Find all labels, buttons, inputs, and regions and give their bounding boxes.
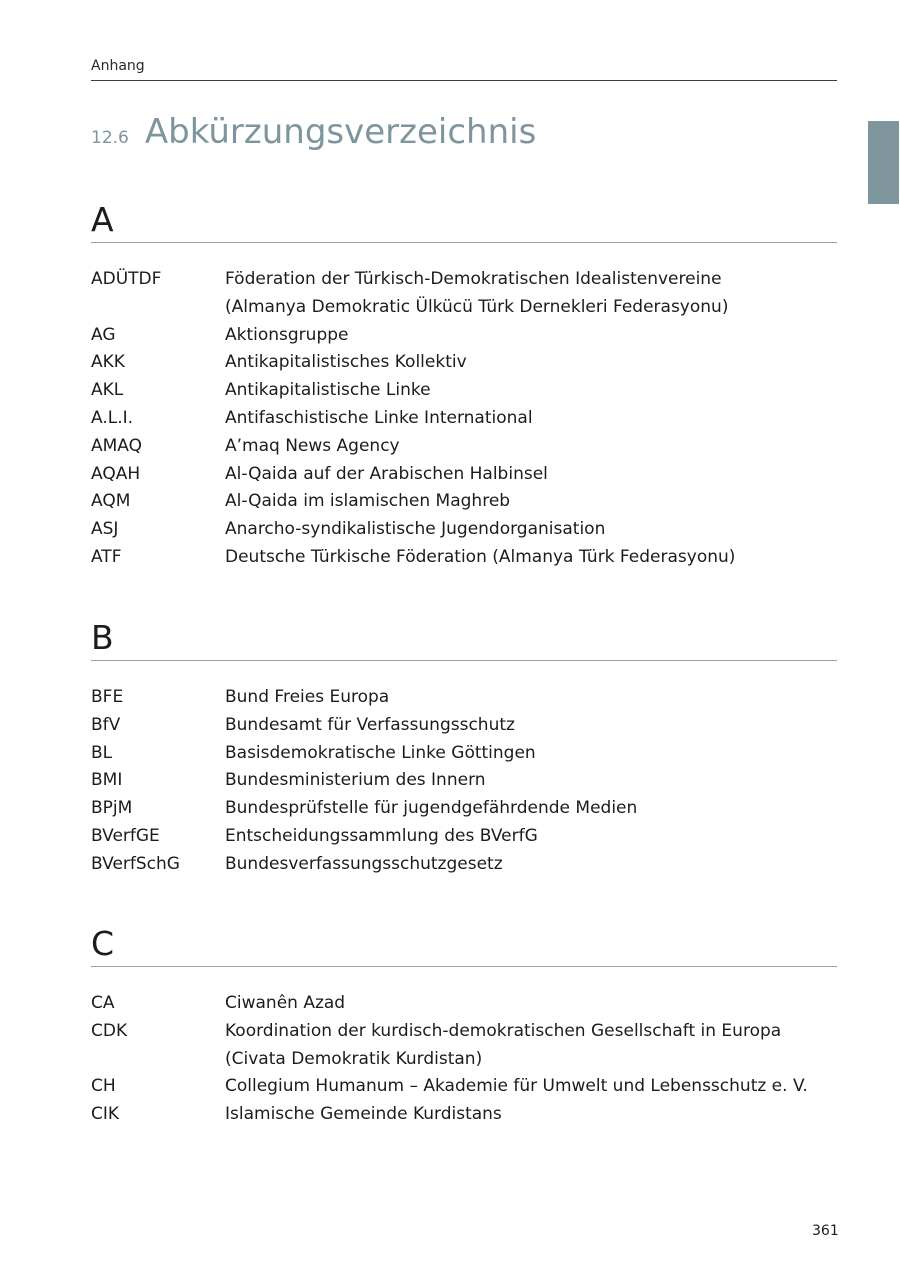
- abbreviation-entry: [91, 349, 837, 377]
- abbreviation-entry-continuation: [91, 294, 837, 322]
- abbreviation: CH: [91, 1076, 116, 1097]
- chapter-heading: [91, 112, 536, 152]
- abbreviation-expansion: Ciwanên Azad: [225, 993, 346, 1013]
- page-number: 361: [812, 1223, 839, 1239]
- section-letter: C: [91, 924, 115, 963]
- abbreviation-entry-continuation: [91, 1046, 837, 1074]
- abbreviation-expansion: Antikapitalistische Linke: [225, 380, 431, 401]
- abbreviation: CIK: [91, 1104, 120, 1125]
- abbreviation-expansion: (Civata Demokratik Kurdistan): [225, 1048, 483, 1069]
- abbreviation: ASJ: [91, 519, 119, 540]
- abbreviation-expansion: Entscheidungssammlung des BVerfG: [225, 825, 538, 846]
- section-letter: B: [91, 618, 114, 657]
- abbreviation-entry: [91, 544, 837, 572]
- abbreviation: BPjM: [91, 798, 133, 819]
- abbreviation-entry: [91, 1101, 837, 1129]
- abbreviation-entry: [91, 377, 837, 405]
- abbreviation-entry: [91, 266, 837, 294]
- abbreviation: CDK: [91, 1020, 128, 1041]
- abbreviation-expansion: Islamische Gemeinde Kurdistans: [225, 1104, 502, 1125]
- abbreviation-expansion: Anarcho-syndikalistische Jugendorganisation: [225, 519, 606, 540]
- abbreviation: BL: [91, 742, 113, 763]
- abbreviation: BFE: [91, 687, 124, 707]
- abbreviation-expansion: Bundesamt für Verfassungsschutz: [225, 714, 515, 735]
- section-rule: [91, 966, 837, 967]
- abbreviation-expansion: Koordination der kurdisch-demokratischen Gesellschaft in Europa: [225, 1020, 782, 1041]
- abbreviation-entry: [91, 1073, 837, 1101]
- entry-list: [91, 990, 837, 1129]
- abbreviation-entry: [91, 405, 837, 433]
- abbreviation-entry: [91, 767, 837, 795]
- abbreviation-entry: [91, 684, 837, 712]
- abbreviation-entry: [91, 488, 837, 516]
- chapter-number: 12.6: [91, 128, 129, 148]
- abbreviation-entry: [91, 1018, 837, 1046]
- abbreviation-entry: [91, 740, 837, 768]
- abbreviation: AMAQ: [91, 435, 143, 456]
- abbreviation-expansion: Al-Qaida auf der Arabischen Halbinsel: [225, 463, 548, 484]
- abbreviation: AQM: [91, 491, 131, 512]
- chapter-thumb-tab: [868, 121, 899, 204]
- section-letter: A: [91, 200, 114, 239]
- abbreviation-entry: [91, 433, 837, 461]
- abbreviation-expansion: Al-Qaida im islamischen Maghreb: [225, 491, 511, 512]
- abbreviation: ADÜTDF: [91, 269, 162, 289]
- header-rule: [91, 80, 837, 81]
- abbreviation: AKL: [91, 380, 124, 401]
- abbreviation-expansion: A’maq News Agency: [225, 435, 400, 456]
- entry-list: [91, 684, 837, 879]
- abbreviation-entry: [91, 322, 837, 350]
- abbreviation-expansion: Basisdemokratische Linke Göttingen: [225, 742, 536, 763]
- abbreviation-expansion: Collegium Humanum – Akademie für Umwelt und Lebensschutz e. V.: [225, 1076, 808, 1097]
- abbreviation: BfV: [91, 714, 121, 735]
- section-rule: [91, 242, 837, 243]
- chapter-title: Abkürzungsverzeichnis: [144, 112, 537, 152]
- abbreviation: CA: [91, 993, 115, 1013]
- section-c: [91, 924, 837, 1129]
- abbreviation-expansion: Bund Freies Europa: [225, 687, 390, 707]
- abbreviation-expansion: Aktionsgruppe: [225, 324, 349, 345]
- abbreviation: BMI: [91, 770, 123, 791]
- running-head: Anhang: [91, 58, 145, 74]
- abbreviation: BVerfGE: [91, 825, 160, 846]
- abbreviation-expansion: Föderation der Türkisch-Demokratischen Idealistenvereine: [225, 269, 722, 289]
- abbreviation-entry: [91, 461, 837, 489]
- abbreviation: ATF: [91, 546, 122, 567]
- abbreviation: [91, 1046, 225, 1074]
- abbreviation-expansion: Bundesministerium des Innern: [225, 770, 486, 791]
- abbreviation-expansion: Antikapitalistisches Kollektiv: [225, 352, 467, 373]
- section-rule: [91, 660, 837, 661]
- abbreviation-entry: [91, 823, 837, 851]
- abbreviation-entry: [91, 795, 837, 823]
- abbreviation-expansion: Bundesprüfstelle für jugendgefährdende Medien: [225, 798, 638, 819]
- abbreviation: A.L.I.: [91, 407, 134, 428]
- abbreviation: AQAH: [91, 463, 141, 484]
- abbreviation-expansion: Antifaschistische Linke International: [225, 407, 533, 428]
- abbreviation-entry: [91, 990, 837, 1018]
- abbreviation-expansion: Deutsche Türkische Föderation (Almanya Türk Federasyonu): [225, 546, 736, 567]
- abbreviation: [91, 294, 225, 322]
- abbreviation: AG: [91, 324, 116, 345]
- abbreviation: AKK: [91, 352, 125, 373]
- abbreviation: BVerfSchG: [91, 853, 180, 874]
- abbreviation-expansion: (Almanya Demokratic Ülkücü Türk Dernekleri Federasyonu): [225, 296, 729, 317]
- abbreviation-entry: [91, 851, 837, 879]
- abbreviation-expansion: Bundesverfassungsschutzgesetz: [225, 853, 503, 874]
- abbreviation-entry: [91, 712, 837, 740]
- section-a: [91, 200, 837, 572]
- abbreviation-entry: [91, 516, 837, 544]
- entry-list: [91, 266, 837, 572]
- section-b: [91, 618, 837, 879]
